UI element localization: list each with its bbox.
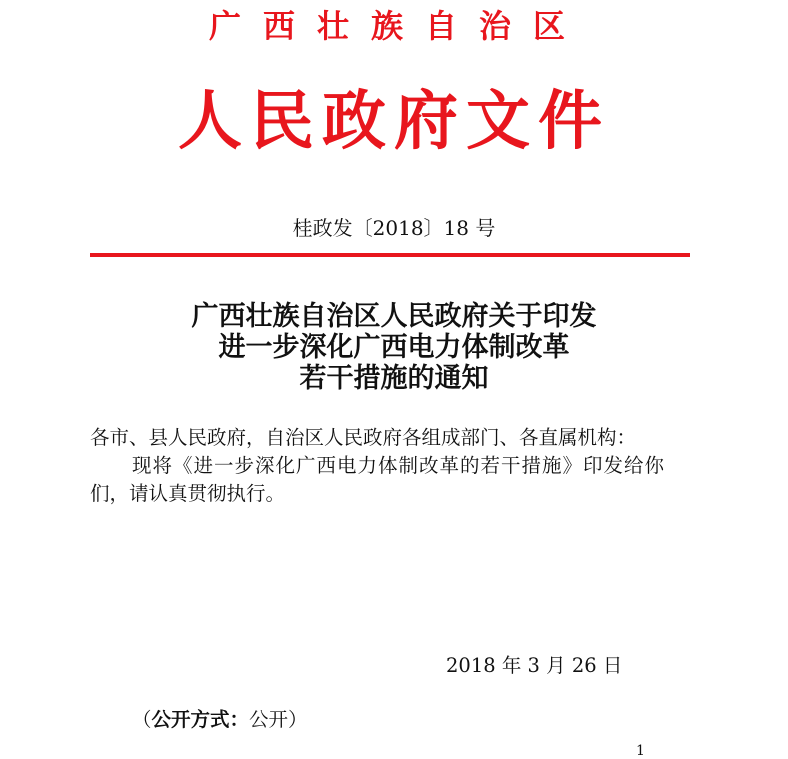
issuer-name-line: 广西壮族自治区 [208,7,587,45]
disclosure-label: 公开方式： [151,708,250,731]
issue-date: 2018 年 3 月 26 日 [446,654,623,677]
body-paragraph-line-1: 现将《进一步深化广西电力体制改革的若干措施》印发给你 [132,454,666,477]
document-number: 桂政发〔2018〕18 号 [292,216,496,240]
disclosure-close-paren: ） [288,708,308,731]
disclosure-value: 公开 [249,708,289,731]
disclosure-note [132,706,308,734]
notice-title-line-3: 若干措施的通知 [299,363,489,394]
red-separator-line [90,253,690,257]
page-number: 1 [636,743,645,759]
notice-title-line-2: 进一步深化广西电力体制改革 [218,332,570,363]
document-header-title: 人民政府文件 [178,84,610,159]
notice-title-line-1: 广西壮族自治区人民政府关于印发 [191,301,597,332]
addressee-line: 各市、县人民政府，自治区人民政府各组成部门、各直属机构： [90,426,637,449]
notice-title [0,301,788,394]
body-paragraph-line-2: 们，请认真贯彻执行。 [90,482,286,505]
disclosure-open-paren: （ [132,708,152,731]
